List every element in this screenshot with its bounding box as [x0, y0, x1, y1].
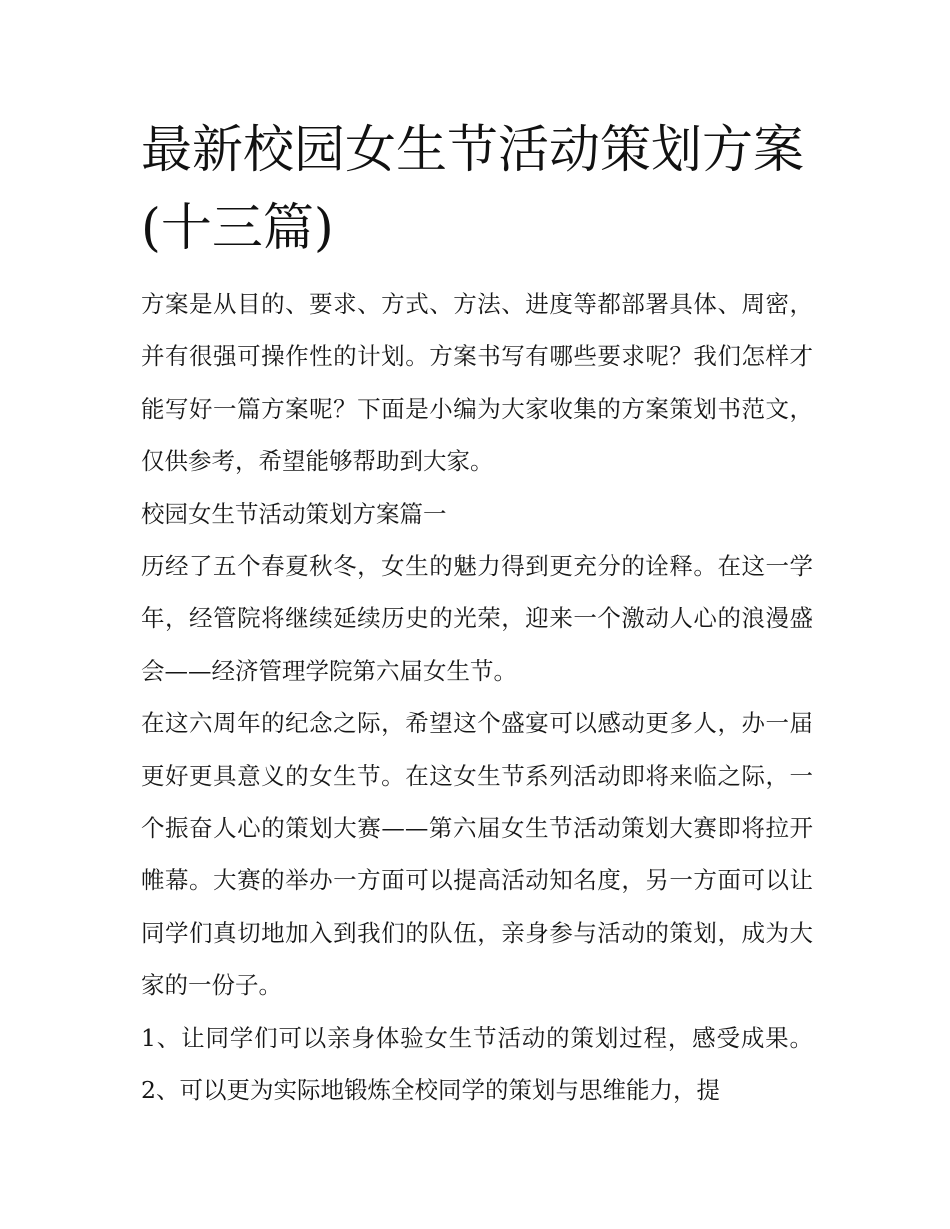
- body-paragraph-1: 历经了五个春夏秋冬，女生的魅力得到更充分的诠释。在这一学年，经管院将继续延续历史的光荣，迎来一个激动人心的浪漫盛会——经济管理学院第六届女生节。: [141, 552, 813, 685]
- intro-paragraph: 方案是从目的、要求、方式、方法、进度等都部署具体、周密，并有很强可操作性的计划。方案书写有哪些要求呢？我们怎样才能写好一篇方案呢？下面是小编为大家收集的方案策划书范文，仅供参考，希望能够帮助到大家。: [141, 290, 813, 476]
- document-body: [141, 112, 813, 1117]
- document-title: 最新校园女生节活动策划方案(十三篇): [141, 121, 805, 258]
- body-paragraph-3: 1、让同学们可以亲身体验女生节活动的策划过程，感受成果。 2、可以更为实际地锻炼全校同学的策划与思维能力，提: [141, 1023, 813, 1105]
- body-paragraph-2: 在这六周年的纪念之际，希望这个盛宴可以感动更多人，办一届更好更具意义的女生节。在这女生节系列活动即将来临之际，一个振奋人心的策划大赛——第六届女生节活动策划大赛即将拉开帷幕。大赛的举办一方面可以提高活动知名度，另一方面可以让同学们真切地加入到我们的队伍，亲身参与活动的策划，成为大家的一份子。: [141, 709, 813, 1000]
- section-heading: 校园女生节活动策划方案篇一: [141, 499, 447, 528]
